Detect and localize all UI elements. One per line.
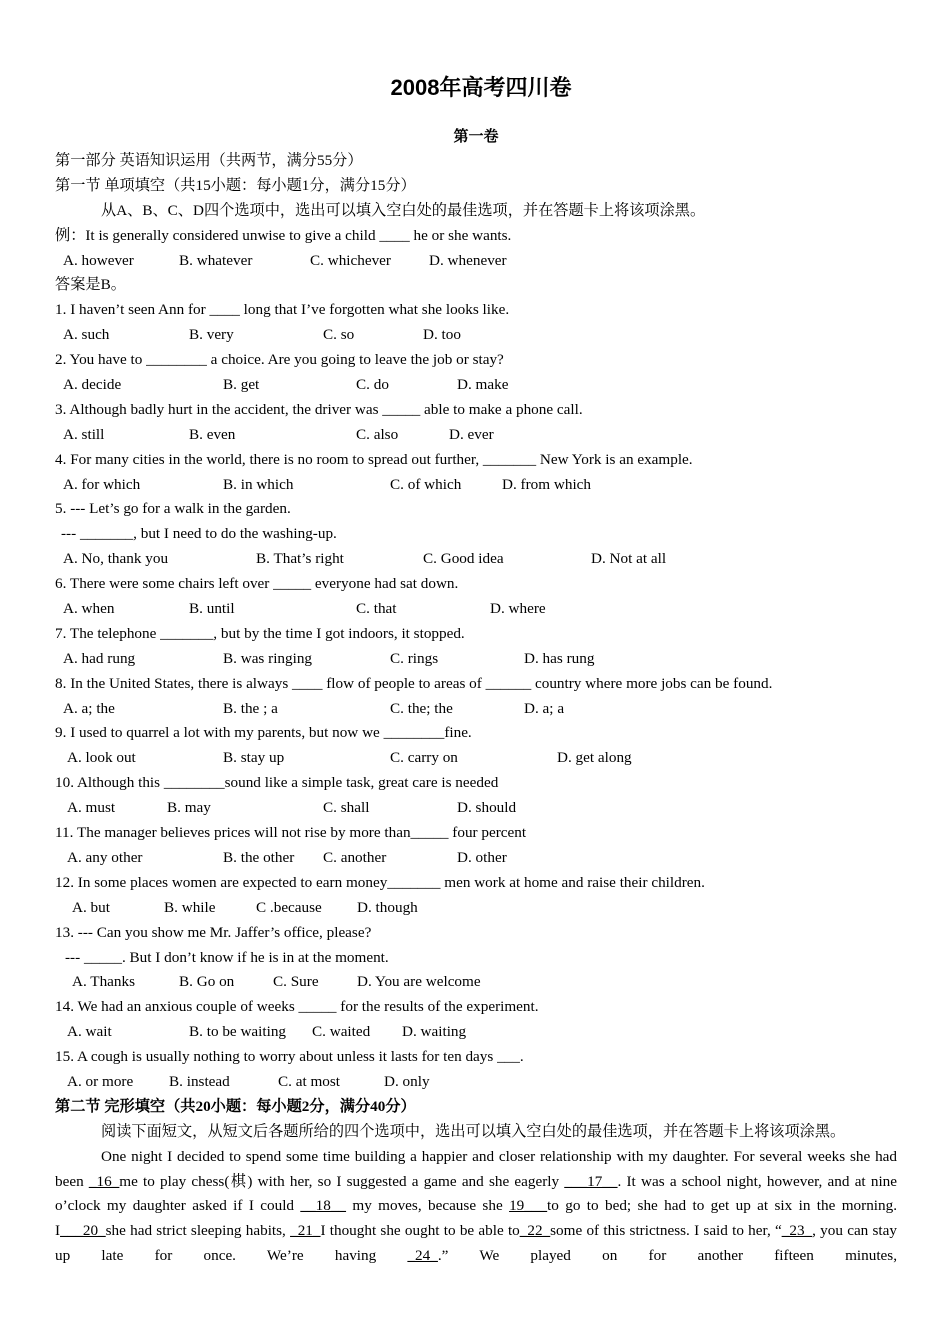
option: B. That’s right	[256, 550, 344, 568]
option: A. must	[67, 799, 116, 817]
passage-text: me to play chess(棋) with her, so I suggested a game and she eagerly	[119, 1172, 560, 1190]
question-stem: 9. I used to quarrel a lot with my parents, but now we ________fine.	[55, 724, 472, 742]
option: D. though	[357, 898, 418, 916]
cloze-blank: _22_	[519, 1222, 551, 1240]
question-options	[55, 597, 897, 622]
question-options	[55, 746, 897, 771]
question-options	[55, 373, 897, 398]
volume-heading: 第一卷	[453, 129, 499, 145]
option: B. Go on	[179, 973, 235, 991]
option: A. any other	[67, 848, 143, 866]
example-stem: 例：It is generally considered unwise to give a child ____ he or she wants.	[55, 226, 512, 244]
exam-page	[55, 68, 897, 1269]
question-stem: 2. You have to ________ a choice. Are you going to leave the job or stay?	[55, 351, 504, 369]
option: B. the ; a	[223, 699, 278, 717]
question-options	[55, 970, 897, 995]
option: C. that	[356, 600, 397, 618]
question-stem: 6. There were some chairs left over _____ everyone had sat down.	[55, 575, 459, 593]
cloze-blank: _21_	[290, 1222, 321, 1240]
option: D. Not at all	[591, 550, 667, 568]
passage-text: some of this strictness. I said to her, “	[550, 1222, 782, 1240]
question-options	[55, 896, 897, 921]
question-stem: 11. The manager believes prices will not rise by more than_____ four percent	[55, 824, 527, 842]
question-stem: 10. Although this ________sound like a simple task, great care is needed	[55, 774, 499, 792]
cloze-blank: ___17__	[564, 1172, 618, 1190]
question-stem: 15. A cough is usually nothing to worry about unless it lasts for ten days ___.	[55, 1048, 524, 1066]
option: D. where	[490, 600, 546, 618]
option: A. Thanks	[72, 973, 135, 991]
option: B. was ringing	[223, 649, 313, 667]
page-title: 2008年高考四川卷	[390, 75, 572, 100]
option: A. however	[63, 251, 134, 269]
question-reply: --- _____. But I don’t know if he is in at the moment.	[65, 948, 389, 966]
question-options	[55, 796, 897, 821]
option: D. only	[384, 1072, 430, 1090]
option: A. a; the	[63, 699, 115, 717]
passage-text: I thought she ought to be able to	[320, 1222, 520, 1240]
option: B. until	[189, 600, 235, 618]
question-options	[55, 473, 897, 498]
option: C. whichever	[310, 251, 391, 269]
cloze-blank: __18__	[300, 1197, 346, 1215]
option: C. the; the	[390, 699, 453, 717]
option: D. from which	[502, 475, 591, 493]
cloze-blank: 19___	[509, 1197, 548, 1215]
option: A. No, thank you	[63, 550, 169, 568]
question-options	[55, 697, 897, 722]
part-heading: 第一部分 英语知识运用（共两节，满分55分）	[55, 152, 363, 169]
option: D. has rung	[524, 649, 595, 667]
option: C. of which	[390, 475, 462, 493]
option: B. to be waiting	[189, 1023, 287, 1041]
option: B. very	[189, 326, 234, 344]
question-stem: 5. --- Let’s go for a walk in the garden.	[55, 500, 291, 518]
option: C. Good idea	[423, 550, 504, 568]
option: B. whatever	[179, 251, 253, 269]
option: D. ever	[449, 425, 494, 443]
question-stem: 4. For many cities in the world, there is no room to spread out further, _______ New York is an example.	[55, 450, 693, 468]
option: C. at most	[278, 1072, 341, 1090]
option: B. in which	[223, 475, 294, 493]
question-stem: 3. Although badly hurt in the accident, the driver was _____ able to make a phone call.	[55, 400, 583, 418]
option: C. also	[356, 425, 399, 443]
option: A. for which	[63, 475, 141, 493]
passage-text: she had strict sleeping habits,	[105, 1222, 286, 1240]
option: C. shall	[323, 799, 370, 817]
option: B. get	[223, 376, 260, 394]
option: D. waiting	[402, 1023, 467, 1041]
option: C. Sure	[273, 973, 319, 991]
instruction: 从A、B、C、D四个选项中，选出可以填入空白处的最佳选项，并在答题卡上将该项涂黑。	[101, 201, 706, 219]
question-options	[55, 547, 897, 572]
cloze-blank: _23_	[781, 1222, 813, 1240]
option: A. wait	[67, 1023, 112, 1041]
option: C. carry on	[390, 749, 458, 767]
passage-text: my moves, because she	[352, 1197, 503, 1215]
option: B. instead	[169, 1072, 230, 1090]
cloze-blank: _24_	[407, 1247, 438, 1265]
example-options	[55, 249, 897, 274]
option: D. too	[423, 326, 461, 344]
question-options	[55, 647, 897, 672]
option: D. should	[457, 799, 517, 817]
option: C .because	[256, 898, 322, 916]
option: C. rings	[390, 649, 439, 667]
section-heading: 第二节 完形填空（共20小题：每小题2分，满分40分）	[55, 1097, 416, 1115]
option: B. even	[189, 425, 236, 443]
option: B. while	[164, 898, 216, 916]
cloze-passage	[55, 1145, 897, 1270]
option: B. stay up	[223, 749, 285, 767]
question-stem: 13. --- Can you show me Mr. Jaffer’s office, please?	[55, 923, 372, 941]
question-stem: 14. We had an anxious couple of weeks _____ for the results of the experiment.	[55, 998, 539, 1016]
option: C. do	[356, 376, 389, 394]
option: D. whenever	[429, 251, 507, 269]
question-options	[55, 1070, 897, 1095]
question-stem: 12. In some places women are expected to earn money_______ men work at home and raise their children.	[55, 873, 705, 891]
option: D. other	[457, 848, 507, 866]
cloze-blank: _16_	[88, 1172, 120, 1190]
option: D. You are welcome	[357, 973, 481, 991]
question-options	[55, 1020, 897, 1045]
question-stem: 1. I haven’t seen Ann for ____ long that I’ve forgotten what she looks like.	[55, 301, 510, 319]
passage-text: . It was a school night, however, and at nine o’clock my daughter asked if I could	[55, 1172, 898, 1215]
option: A. when	[63, 600, 115, 618]
option: D. get along	[557, 749, 632, 767]
option: C. so	[323, 326, 355, 344]
option: C. waited	[312, 1023, 371, 1041]
option: B. the other	[223, 848, 295, 866]
question-stem: 8. In the United States, there is always ____ flow of people to areas of ______ country where more jobs can be found.	[55, 674, 773, 692]
option: A. had rung	[63, 649, 136, 667]
section-heading: 第一节 单项填空（共15小题：每小题1分，满分15分）	[55, 176, 416, 194]
passage-text: , you can stay up late for once. We’re having	[55, 1222, 897, 1265]
option: A. decide	[63, 376, 122, 394]
question-options	[55, 846, 897, 871]
option: A. look out	[67, 749, 136, 767]
instruction: 阅读下面短文，从短文后各题所给的四个选项中，选出可以填入空白处的最佳选项，并在答题卡上将该项涂黑。	[101, 1122, 846, 1140]
example-answer: 答案是B。	[55, 276, 126, 294]
question-options	[55, 323, 897, 348]
option: A. but	[72, 898, 110, 916]
option: A. or more	[67, 1072, 134, 1090]
cloze-blank: ___20_	[60, 1222, 106, 1240]
option: A. such	[63, 326, 110, 344]
question-options	[55, 423, 897, 448]
option: B. may	[167, 799, 211, 817]
question-reply: --- _______, but I need to do the washing-up.	[61, 525, 337, 543]
passage-text: .” We played on for another fifteen minutes,	[437, 1247, 898, 1265]
option: A. still	[63, 425, 105, 443]
option: D. a; a	[524, 699, 565, 717]
option: C. another	[323, 848, 387, 866]
passage-text	[376, 1247, 407, 1264]
question-stem: 7. The telephone _______, but by the time I got indoors, it stopped.	[55, 624, 465, 642]
passage-text: One night I decided to spend some time building a happier and closer relationship with my daughter. For several weeks she had been	[55, 1147, 897, 1190]
passage-text: to go to bed; she had to get up at six in the morning. I	[55, 1197, 898, 1240]
option: D. make	[457, 376, 509, 394]
